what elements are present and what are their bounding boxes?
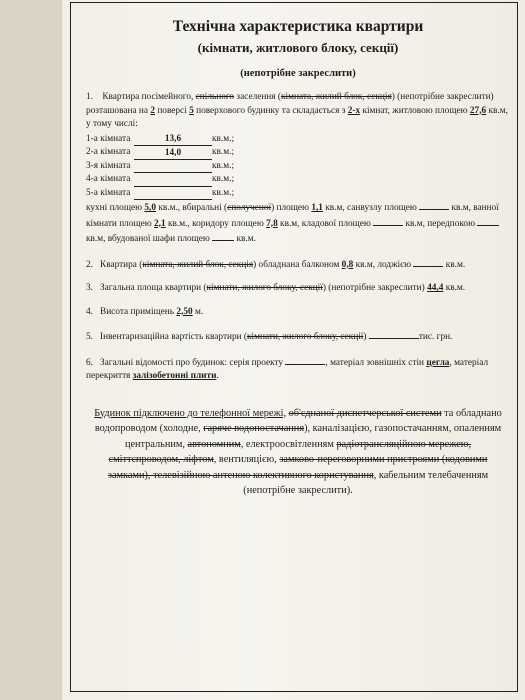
living-area-value: 27,6 <box>469 105 487 116</box>
room-row: 1-а кімната 13,6 кв.м.; <box>86 133 235 144</box>
walls-value: цегла <box>426 357 450 368</box>
room-list <box>86 133 510 201</box>
room-row: 2-а кімната 14,0 кв.м.; <box>86 147 235 158</box>
rooms-value: 2-х <box>347 105 361 116</box>
document-body <box>86 18 510 499</box>
room-row: 5-а кімната кв.м.; <box>86 187 510 201</box>
room-row: 4-а кімната кв.м.; <box>86 173 510 187</box>
section-3: 3. Загальна площа квартири (кімнати, жилого блоку, секції) (непотрібне закреслити) 44,4 кв.м. <box>86 283 466 293</box>
section-5: 5. Інвентаризаційна вартість квартири (кімнати, жилого блоку, секції) тис. грн. <box>86 329 510 345</box>
document-title: Технічна характеристика квартири <box>172 18 424 35</box>
ceiling-value: залізобетонні плити <box>132 371 217 381</box>
section-6: 6. Загальні відомості про будинок: серія проекту , матеріал зовнішніх стін цегла, матеріал перекриття залізобетонні плити. <box>86 355 510 384</box>
total-area-value: 44,4 <box>427 283 444 293</box>
strike-note: (непотрібне закреслити) <box>240 68 356 79</box>
section-4: 4. Висота приміщень 2,50 м. <box>86 306 204 317</box>
balcony-value: 0,8 <box>341 259 354 270</box>
floors-total-value: 5 <box>189 105 194 116</box>
document-subtitle: (кімнати, житлового блоку, секції) <box>197 40 399 55</box>
floor-value: 2 <box>150 105 155 116</box>
height-value: 2,50 <box>176 306 193 317</box>
section-2: 2. Квартира (кімната, жилий блок, секція) обладнана балконом 0,8 кв.м, лоджією кв.м. <box>86 257 510 273</box>
building-info: Будинок підключено до телефонної мережі, об'єднаної диспетчерської системи та обладнано водопроводом (холодне, гаряче водопостачання), каналізацією, газопостачанням, опаленням центральним, автономним, електроосвітленням радіотрансляційною мережею, сміттєпроводом, ліфтом, вентиляцією, замково-переговорними пристроями (кодовими замками), телевізійною антеною колективного користування, кабельним телебаченням (непотрібне закреслити). <box>94 407 502 496</box>
areas-detail: кухні площею 5,0 кв.м., вбиральні (сполученої) площею 1,1 кв.м, санвузлу площею кв.м, ванної кімнати площею 2,1 кв.м., коридору площею 7,8 кв.м, кладової площею кв.м, передпокою кв.м, вбудованої шафи площею кв.м. <box>86 200 510 247</box>
room-row: 3-я кімната кв.м.; <box>86 160 510 174</box>
section-1: 1. Квартира посімейного, спільного заселення (кімната, жилий блок, секція) (непотрібне закреслити) розташована на 2 поверсі 5 поверхового будинку та складається з 2-х кімнат, житловою площею 27,6 кв.м, у тому числі: 1-а кімната 13,6 кв.м.; 2-а кімната 14,0 кв.м.; 3-я кімната кв.м.; 4-а кімната кв.м.; 5-а кімната кв.м.; кухні площею 5,0 кв.м., вбиральні (сполученої) площею 1,1 кв.м, санвузлу площею кв.м, ванної кімнати площею 2,1 кв.м., коридору площею 7,8 кв.м, кладової площею кв.м, передпокою кв.м, вбудованої шафи площею кв.м. <box>86 91 510 247</box>
